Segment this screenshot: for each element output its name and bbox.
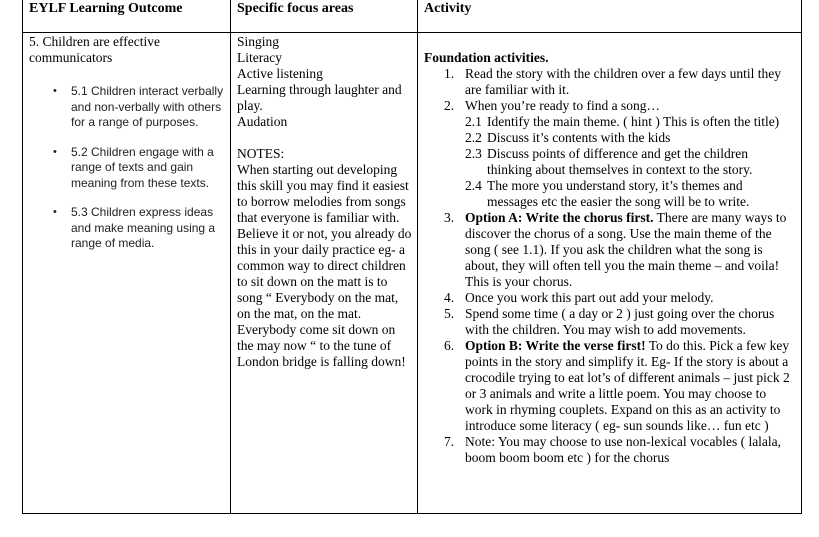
activity-step: 2. When you’re ready to find a song… 2.1 Identify the main theme. ( hint ) This is often the title) 2.2 Discuss it’s contents with the kids 2.3 Discuss points of difference and get the children thinking about themselves in context to the story. 2.4 The more you understand story, it’s themes and messages etc the easier the song will be to write. <box>424 98 796 210</box>
bullet-icon: • <box>53 85 57 97</box>
notes-text: When starting out developing this skill you may find it easiest to borrow melodies from songs that everyone is familiar with. Believe it or not, you already do this in your daily practice eg- a common way to direct children to sit down on the matt is to song “ Everybody on the mat, on the mat, on the mat. Everybody come sit down on the may now “ to the tune of London bridge is falling down! <box>237 162 412 369</box>
activity-step: 6. Option B: Write the verse first! To do this. Pick a few key points in the story and simplify it. Eg- If the story is about a crocodile trying to eat lot’s of different animals – just pick 2 or 3 animals and write a little poem. You may choose to work in rhyming couplets. Expand on this as an activity to introduce some literacy ( eg- sun sounds like… fun etc ) <box>444 338 790 433</box>
focus-area-item: Singing <box>237 34 280 49</box>
outcome-item: • 5.3 Children express ideas and make meaning using a range of media. <box>53 205 216 250</box>
activity-step: 5. Spend some time ( a day or 2 ) just going over the chorus with the children. You may wish to add movements. <box>444 306 775 337</box>
focus-area-item: Learning through laughter and play. <box>237 82 402 113</box>
option-b-heading: Option B: Write the verse first! <box>465 338 646 353</box>
outcome-list <box>53 84 225 252</box>
activity-step: 4. Once you work this part out add your melody. <box>444 290 714 305</box>
focus-area-item: Literacy <box>237 50 282 65</box>
activity-step: 3. Option A: Write the chorus first. There are many ways to discover the chorus of a song. Use the main theme of the song ( see 1.1). If you ask the children what the song is about, they will often tell you the main theme – and voila! This is your chorus. <box>444 210 787 289</box>
column-divider <box>417 0 418 513</box>
activity-steps <box>424 66 796 466</box>
activity-substep: 2.2 Discuss it’s contents with the kids <box>465 130 671 145</box>
bullet-icon: • <box>53 206 57 218</box>
header-activity: Activity <box>424 1 472 16</box>
focus-cell <box>237 34 415 370</box>
header-focus-areas: Specific focus areas <box>237 1 354 16</box>
column-divider <box>230 0 231 513</box>
option-a-heading: Option A: Write the chorus first. <box>465 210 654 225</box>
activity-substep: 2.4 The more you understand story, it’s themes and messages etc the easier the song will be to write. <box>465 178 750 209</box>
outcome-item: • 5.2 Children engage with a range of texts and gain meaning from these texts. <box>53 144 214 190</box>
focus-areas-list <box>237 34 415 130</box>
activity-substep: 2.3 Discuss points of difference and get the children thinking about themselves in context to the story. <box>465 146 753 177</box>
outcome-title: 5. Children are effective communicators <box>29 34 160 65</box>
header-outcome: EYLF Learning Outcome <box>29 1 183 16</box>
focus-area-item: Audation <box>237 114 288 129</box>
activity-substep: 2.1 Identify the main theme. ( hint ) This is often the title) <box>465 114 780 129</box>
activity-title: Foundation activities. <box>424 50 549 65</box>
header-divider <box>23 32 801 33</box>
activity-step: 7. Note: You may choose to use non-lexical vocables ( lalala, boom boom boom etc ) for the chorus <box>444 434 782 465</box>
activity-step: 1. Read the story with the children over a few days until they are familiar with it. <box>444 66 782 97</box>
bullet-icon: • <box>53 145 57 158</box>
activity-cell <box>424 50 796 466</box>
activity-table <box>22 0 802 514</box>
outcome-item: • 5.1 Children interact verbally and non-verbally with others for a range of purposes. <box>53 84 224 129</box>
focus-area-item: Active listening <box>237 66 323 81</box>
outcome-cell <box>29 34 224 266</box>
notes-label: NOTES: <box>237 146 285 161</box>
